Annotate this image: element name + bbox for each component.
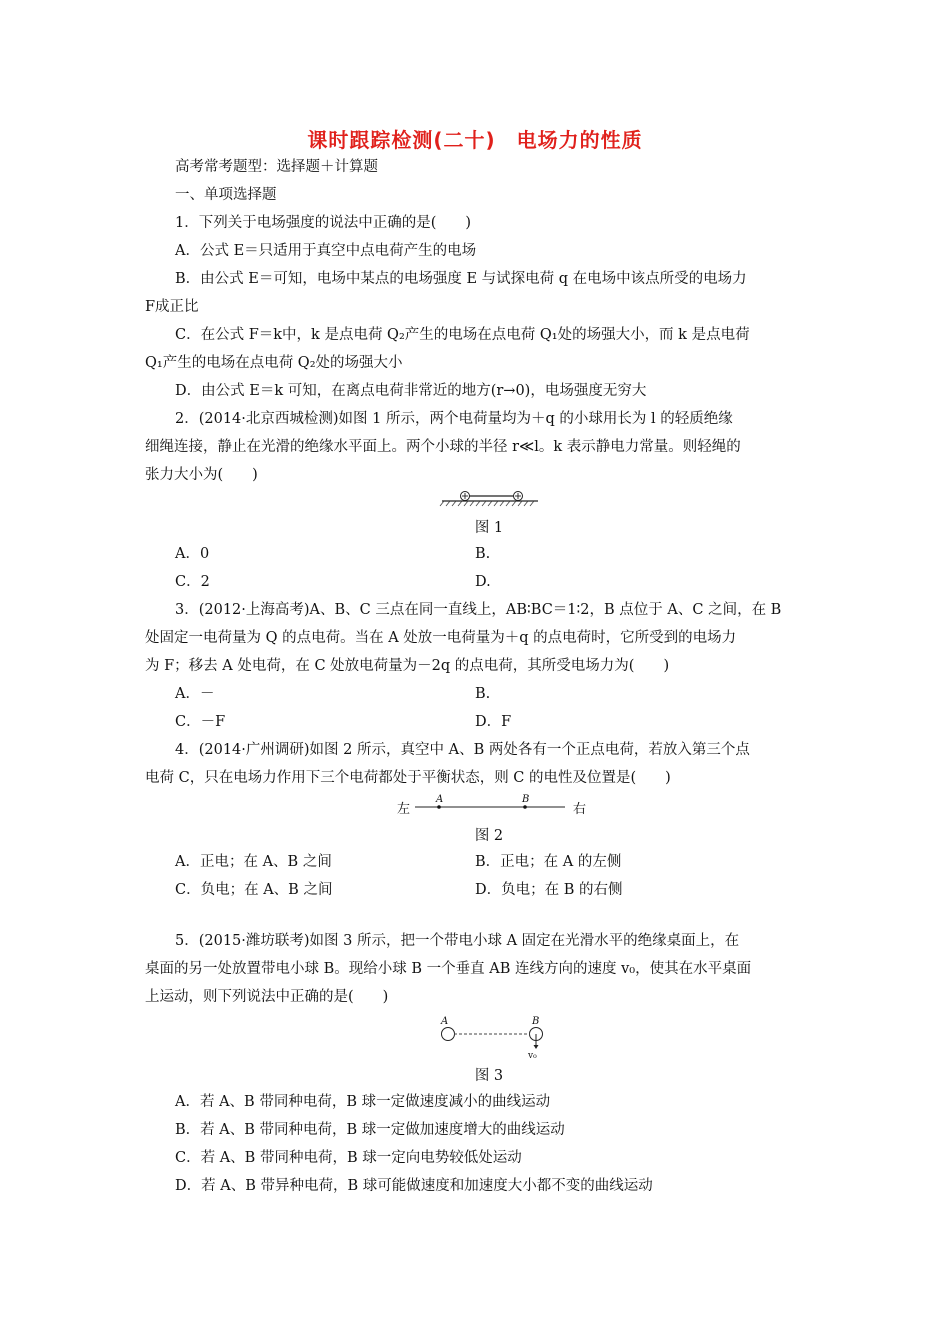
q3-option-a: A．－ xyxy=(175,686,215,702)
q1-stem: 1．下列关于电场强度的说法中正确的是( ) xyxy=(175,215,472,231)
q5-line2: 桌面的另一处放置带电小球 B。现给小球 B 一个垂直 AB 连线方向的速度 v₀，使其在水平桌面 xyxy=(145,961,752,977)
figure-2-point-a: A xyxy=(436,794,444,805)
figure-2-left-label: 左 xyxy=(397,802,411,817)
figure-3-velocity-label: v₀ xyxy=(528,1051,537,1061)
q5-line1: 5．(2015·潍坊联考)如图 3 所示，把一个带电小球 A 固定在光滑水平的绝缘桌面上，在 xyxy=(175,933,740,949)
q1-option-a: A．公式 E＝只适用于真空中点电荷产生的电场 xyxy=(175,243,477,259)
q1-option-b: B．由公式 E＝可知，电场中某点的电场强度 E 与试探电荷 q 在电场中该点所受的电场力 xyxy=(175,271,747,287)
q4-option-b: B．正电；在 A 的左侧 xyxy=(475,854,622,870)
q4-line1: 4．(2014·广州调研)如图 2 所示，真空中 A、B 两处各有一个正点电荷，若放入第三个点 xyxy=(175,742,750,758)
q2-option-b: B. xyxy=(475,546,491,562)
figure-2-right-label: 右 xyxy=(573,802,587,817)
q3-option-c: C．－F xyxy=(175,714,226,730)
q3-option-b: B. xyxy=(475,686,491,702)
q3-line3: 为 F；移去 A 处电荷，在 C 处放电荷量为－2q 的点电荷，其所受电场力为( ) xyxy=(145,658,670,674)
q3-line2: 处固定一电荷量为 Q 的点电荷。当在 A 处放一电荷量为＋q 的点电荷时，它所受到的电场力 xyxy=(145,630,737,646)
q2-line1: 2．(2014·北京西城检测)如图 1 所示，两个电荷量均为＋q 的小球用长为 l 的轻质绝缘 xyxy=(175,411,733,427)
figure-3-ball-b-label: B xyxy=(532,1016,540,1027)
q4-option-a: A．正电；在 A、B 之间 xyxy=(175,854,332,870)
q4-option-d: D．负电；在 B 的右侧 xyxy=(475,882,623,898)
q4-option-c: C．负电；在 A、B 之间 xyxy=(175,882,333,898)
figure-1-caption: 图 1 xyxy=(474,520,504,536)
q3-line1: 3．(2012·上海高考)A、B、C 三点在同一直线上，AB∶BC＝1∶2，B 点位于 A、C 之间，在 B xyxy=(175,602,782,618)
q1-option-c: C．在公式 F＝k中，k 是点电荷 Q₂产生的电场在点电荷 Q₁处的场强大小，而 k 是点电荷 xyxy=(175,327,750,343)
q1-option-b-cont: F成正比 xyxy=(145,299,199,315)
figure-3-ball-a-label: A xyxy=(441,1016,449,1027)
q5-option-a: A．若 A、B 带同种电荷，B 球一定做速度减小的曲线运动 xyxy=(175,1094,551,1110)
figure-3-caption: 图 3 xyxy=(474,1068,504,1084)
q2-line3: 张力大小为( ) xyxy=(145,467,258,483)
figure-2-point-b: B xyxy=(522,794,530,805)
page-title: 课时跟踪检测(二十) 电场力的性质 xyxy=(307,128,643,152)
figure-2-caption: 图 2 xyxy=(474,828,504,844)
question-type-note: 高考常考题型：选择题＋计算题 xyxy=(175,159,378,175)
q2-option-d: D. xyxy=(475,574,491,590)
q5-line3: 上运动，则下列说法中正确的是( ) xyxy=(145,989,389,1005)
figure-1 xyxy=(440,488,540,508)
section-heading: 一、单项选择题 xyxy=(175,187,277,203)
figure-3 xyxy=(436,1014,548,1061)
q5-option-d: D．若 A、B 带异种电荷，B 球可能做速度和加速度大小都不变的曲线运动 xyxy=(175,1178,653,1194)
q4-line2: 电荷 C，只在电场力作用下三个电荷都处于平衡状态，则 C 的电性及位置是( ) xyxy=(145,770,671,786)
q2-option-a: A．0 xyxy=(175,546,210,562)
q5-option-c: C．若 A、B 带同种电荷，B 球一定向电势较低处运动 xyxy=(175,1150,522,1166)
q5-option-b: B．若 A、B 带同种电荷，B 球一定做加速度增大的曲线运动 xyxy=(175,1122,565,1138)
figure-2 xyxy=(395,792,595,818)
q1-option-c-cont: Q₁产生的电场在点电荷 Q₂处的场强大小 xyxy=(145,355,403,371)
q2-line2: 细绳连接，静止在光滑的绝缘水平面上。两个小球的半径 r≪l。k 表示静电力常量。则轻绳的 xyxy=(145,439,741,455)
q1-option-d: D．由公式 E＝k 可知，在离点电荷非常近的地方(r→0)，电场强度无穷大 xyxy=(175,383,647,399)
q2-option-c: C．2 xyxy=(175,574,210,590)
q3-option-d: D．F xyxy=(475,714,512,730)
